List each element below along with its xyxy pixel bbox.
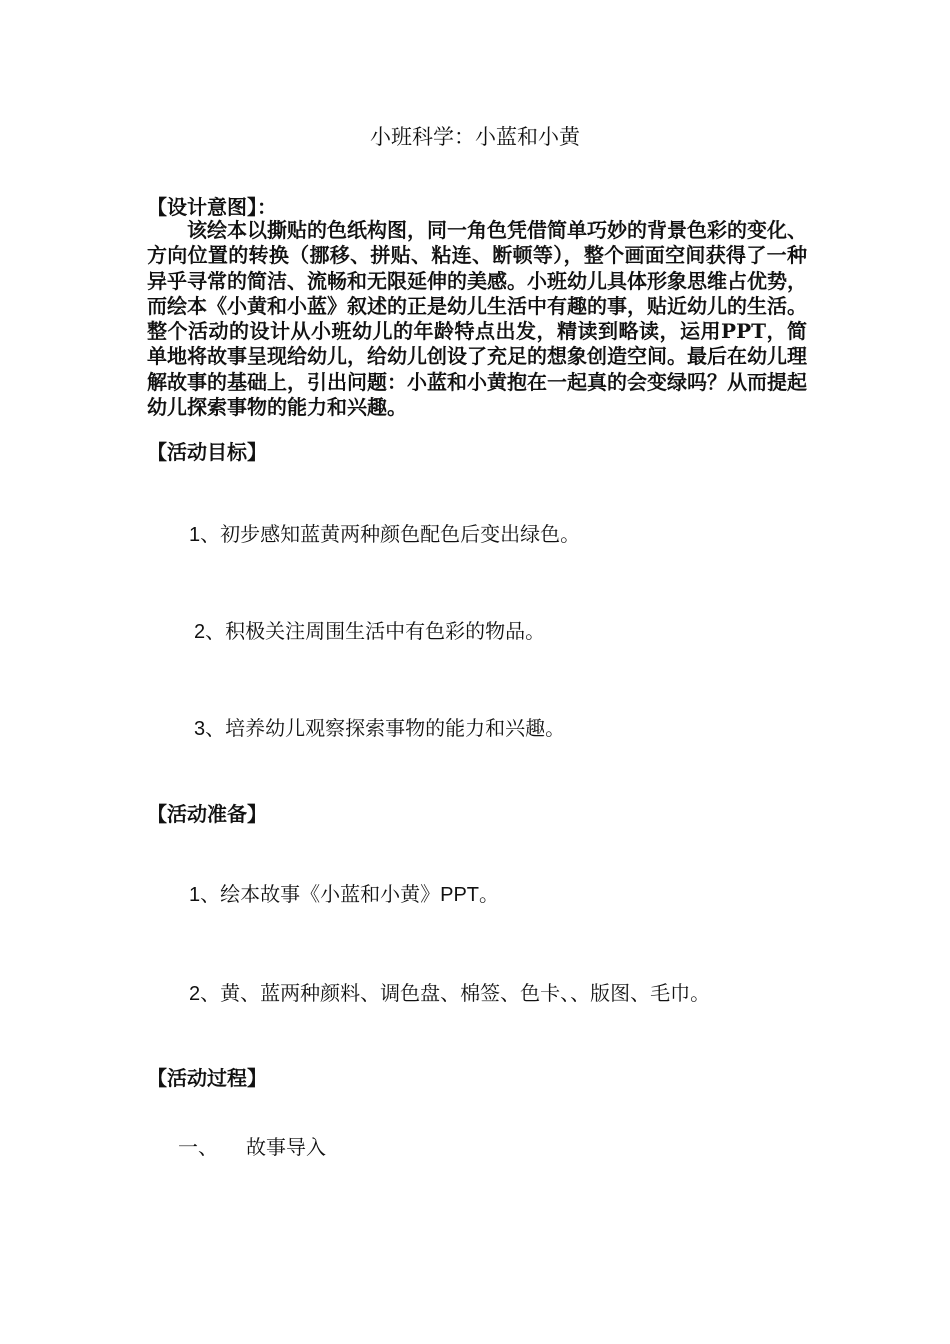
process-step-number: 一、: [178, 1135, 218, 1159]
process-step-label: 故事导入: [246, 1135, 326, 1159]
document-title: 小班科学：小蓝和小黄: [370, 125, 580, 149]
design-intent-heading: 【设计意图】：: [147, 195, 277, 219]
process-step-1: [178, 1133, 326, 1161]
goals-heading: 【活动目标】: [147, 440, 267, 464]
preparation-heading: 【活动准备】: [147, 802, 267, 826]
goal-item-2: 2、积极关注周围生活中有色彩的物品。: [194, 621, 546, 643]
goal-item-3: 3、培养幼儿观察探索事物的能力和兴趣。: [194, 718, 566, 740]
design-intent-paragraph: 该绘本以撕贴的色纸构图，同一角色凭借简单巧妙的背景色彩的变化、方向位置的转换（挪移、拼贴、粘连、断顿等），整个画面空间获得了一种异乎寻常的简洁、流畅和无限延伸的美感。小班幼儿具体形象思维占优势，而绘本《小黄和小蓝》叙述的正是幼儿生活中有趣的事，贴近幼儿的生活。整个活动的设计从小班幼儿的年龄特点出发，精读到略读，运用PPT，简单地将故事呈现给幼儿，给幼儿创设了充足的想象创造空间。最后在幼儿理解故事的基础上，引出问题：小蓝和小黄抱在一起真的会变绿吗？从而提起幼儿探索事物的能力和兴趣。: [147, 218, 807, 420]
preparation-item-1: 1、绘本故事《小蓝和小黄》PPT。: [189, 884, 500, 906]
process-heading: 【活动过程】: [147, 1066, 267, 1090]
goal-item-1: 1、初步感知蓝黄两种颜色配色后变出绿色。: [189, 524, 581, 546]
preparation-item-2: 2、黄、蓝两种颜料、调色盘、棉签、色卡、、版图、毛巾。: [189, 983, 711, 1005]
